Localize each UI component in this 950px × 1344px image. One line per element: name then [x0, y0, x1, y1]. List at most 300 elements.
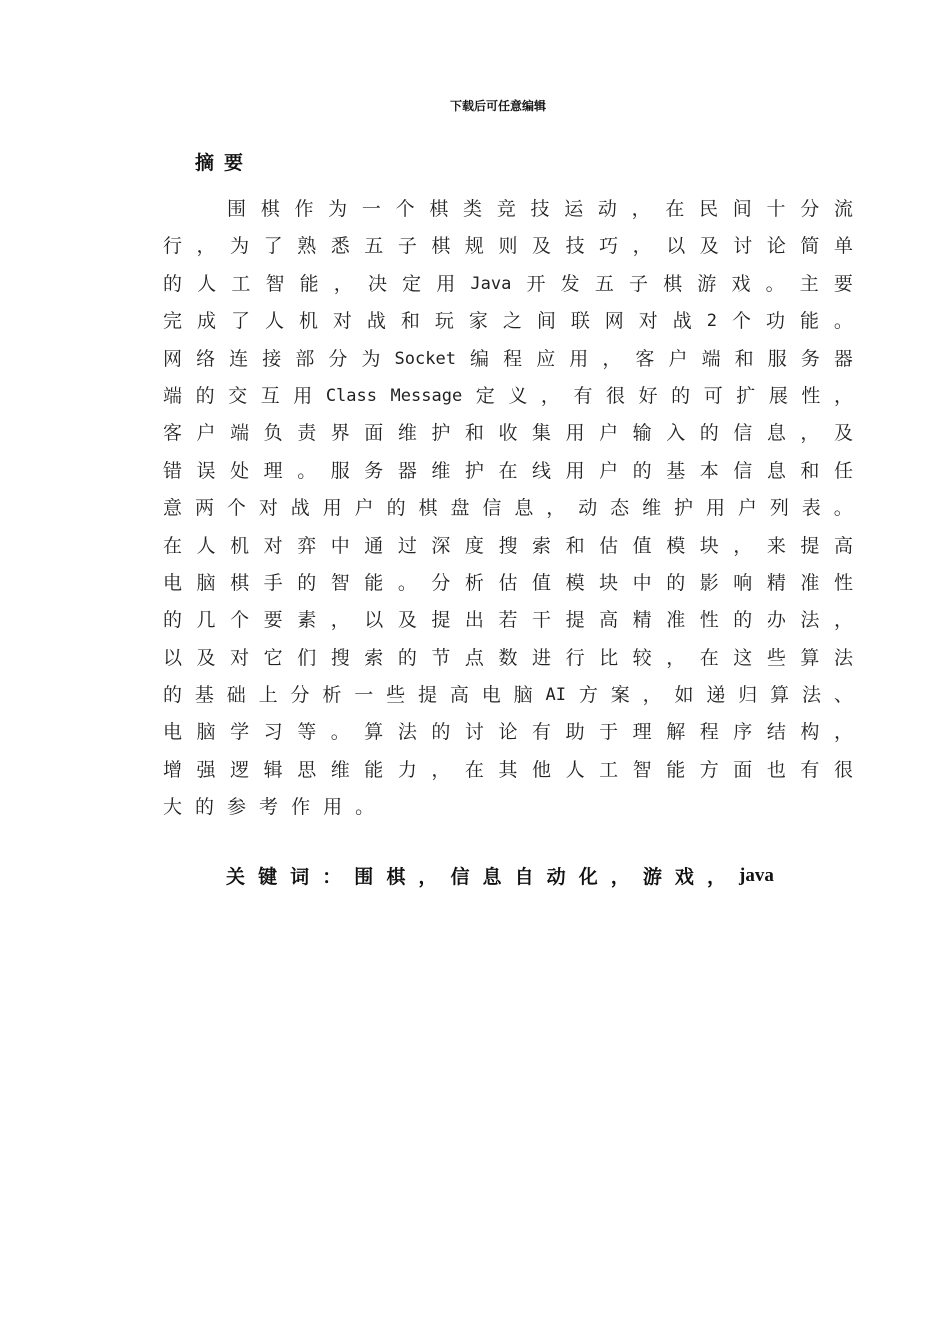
abstract-char: 棋 — [429, 198, 449, 220]
abstract-char: 户 — [737, 497, 757, 520]
abstract-line — [163, 191, 853, 228]
abstract-char: 服 — [330, 459, 350, 482]
abstract-char: 础 — [226, 684, 246, 707]
abstract-char: 玩 — [434, 310, 454, 333]
abstract-char: 响 — [733, 571, 753, 594]
abstract-char: 务 — [800, 347, 820, 370]
abstract-char: 性 — [833, 571, 853, 594]
abstract-char: 竞 — [496, 198, 516, 220]
abstract-char: 有 — [532, 721, 552, 744]
abstract-char: 高 — [449, 684, 469, 707]
abstract-char: 用 — [323, 796, 356, 819]
abstract-char: 搜 — [498, 534, 518, 557]
abstract-char: 些 — [386, 684, 406, 707]
abstract-char: 户 — [599, 422, 619, 445]
abstract-char: 收 — [498, 422, 518, 445]
abstract-char: 模 — [666, 534, 686, 557]
abstract-char: 人 — [196, 534, 216, 557]
abstract-char: 人 — [264, 310, 284, 333]
abstract-char: 定 — [402, 272, 422, 295]
abstract-char: Java — [470, 273, 512, 294]
abstract-line — [163, 528, 853, 565]
abstract-char: 大 — [163, 796, 196, 819]
abstract-char: 逻 — [230, 758, 250, 781]
abstract-char: 性 — [801, 384, 821, 407]
abstract-char: 端 — [701, 347, 721, 370]
abstract-char: 息 — [766, 422, 786, 445]
keyword-char: 戏 — [674, 866, 694, 888]
abstract-char: 成 — [196, 310, 216, 333]
abstract-char: 和 — [400, 310, 420, 333]
abstract-char: ， — [800, 422, 820, 445]
abstract-char: 进 — [532, 646, 552, 669]
keyword-char: ， — [610, 866, 630, 888]
abstract-char: 联 — [570, 310, 590, 333]
abstract-char: 中 — [632, 571, 652, 594]
abstract-char: 算 — [770, 684, 790, 707]
abstract-char: 于 — [599, 721, 619, 744]
abstract-char: 出 — [464, 609, 484, 632]
abstract-char: ， — [631, 198, 651, 220]
abstract-char: 讨 — [733, 235, 753, 258]
abstract-char: 过 — [397, 534, 417, 557]
abstract-char: 程 — [699, 721, 719, 744]
abstract-char: 服 — [767, 347, 787, 370]
abstract-char: 为 — [230, 235, 250, 258]
abstract-char: 责 — [297, 422, 317, 445]
abstract-char: 戏 — [731, 272, 751, 295]
abstract-line — [163, 789, 853, 826]
abstract-char: 决 — [367, 272, 387, 295]
abstract-char: 中 — [330, 534, 350, 557]
abstract-line — [163, 341, 853, 378]
abstract-char: 规 — [464, 235, 484, 258]
abstract-char: 估 — [498, 571, 518, 594]
abstract-char: 个 — [230, 609, 250, 632]
abstract-char: 性 — [699, 609, 719, 632]
abstract-char: 索 — [364, 646, 384, 669]
abstract-char: 理 — [263, 459, 283, 482]
abstract-char: 十 — [766, 198, 786, 220]
abstract-char: 以 — [364, 609, 384, 632]
abstract-char: 精 — [632, 609, 652, 632]
abstract-char: 维 — [330, 758, 350, 781]
abstract-char: 智 — [330, 571, 350, 594]
abstract-char: 数 — [498, 646, 518, 669]
abstract-char: 等 — [297, 721, 317, 744]
abstract-char: 序 — [733, 721, 753, 744]
abstract-char: 。 — [355, 796, 388, 819]
abstract-char: 围 — [227, 198, 247, 220]
abstract-char: 技 — [565, 235, 585, 258]
abstract-char: 其 — [498, 758, 518, 781]
abstract-char: 习 — [263, 721, 283, 744]
abstract-char: 算 — [364, 721, 384, 744]
abstract-char: ， — [666, 646, 686, 669]
abstract-char: 义 — [508, 384, 528, 407]
abstract-char: 负 — [263, 422, 283, 445]
abstract-char: 的 — [297, 571, 317, 594]
abstract-char: 列 — [769, 497, 789, 520]
abstract-char: 完 — [163, 310, 183, 333]
abstract-char: 用 — [322, 497, 342, 520]
abstract-char: 工 — [231, 272, 251, 295]
abstract-char: 作 — [294, 198, 314, 220]
abstract-char: 护 — [464, 459, 484, 482]
abstract-char: 家 — [468, 310, 488, 333]
abstract-char: 弈 — [297, 534, 317, 557]
abstract-char: 深 — [431, 534, 451, 557]
keyword-char: java — [739, 864, 774, 886]
abstract-char: 度 — [464, 534, 484, 557]
abstract-char: 网 — [163, 347, 183, 370]
abstract-char: 对 — [638, 310, 658, 333]
abstract-char: 错 — [163, 459, 183, 482]
abstract-char: ， — [642, 684, 662, 707]
abstract-char: 些 — [766, 646, 786, 669]
abstract-char: 有 — [800, 758, 820, 781]
abstract-char: 很 — [606, 384, 626, 407]
abstract-char: 扩 — [736, 384, 756, 407]
abstract-char: 分 — [431, 571, 451, 594]
abstract-char: 游 — [697, 272, 717, 295]
abstract-char: 为 — [328, 198, 348, 220]
abstract-char: 部 — [295, 347, 315, 370]
abstract-char: 棋 — [431, 235, 451, 258]
abstract-char: 手 — [263, 571, 283, 594]
abstract-char: 的 — [699, 422, 719, 445]
abstract-char: 论 — [498, 721, 518, 744]
abstract-char: 类 — [463, 198, 483, 220]
abstract-char: Socket — [394, 348, 456, 369]
abstract-char: 作 — [291, 796, 324, 819]
abstract-char: 棋 — [260, 198, 280, 220]
abstract-char: 电 — [481, 684, 501, 707]
abstract-line — [163, 490, 853, 527]
abstract-char: ， — [833, 609, 853, 632]
abstract-char: 的 — [397, 646, 417, 669]
abstract-line — [163, 415, 853, 452]
abstract-char: 对 — [230, 646, 250, 669]
abstract-char: 值 — [632, 534, 652, 557]
abstract-char: 在 — [464, 758, 484, 781]
abstract-char: 棋 — [230, 571, 250, 594]
abstract-char: 了 — [230, 310, 250, 333]
abstract-body — [163, 191, 853, 827]
abstract-char: 棋 — [663, 272, 683, 295]
abstract-char: 应 — [536, 347, 556, 370]
abstract-char: 线 — [532, 459, 552, 482]
abstract-char: 。 — [330, 721, 350, 744]
abstract-char: 用 — [565, 422, 585, 445]
abstract-char: ， — [196, 235, 216, 258]
abstract-char: 巧 — [599, 235, 619, 258]
abstract-char: 行 — [565, 646, 585, 669]
abstract-char: 务 — [364, 459, 384, 482]
abstract-char: 在 — [699, 646, 719, 669]
abstract-char: 集 — [532, 422, 552, 445]
abstract-char: 息 — [766, 459, 786, 482]
abstract-char: 们 — [297, 646, 317, 669]
abstract-line — [163, 303, 853, 340]
abstract-char: 个 — [395, 198, 415, 220]
abstract-char: 较 — [632, 646, 652, 669]
abstract-char: 比 — [599, 646, 619, 669]
abstract-char: 及 — [196, 646, 216, 669]
abstract-char: 间 — [732, 198, 752, 220]
abstract-char: 讨 — [464, 721, 484, 744]
abstract-char: 子 — [397, 235, 417, 258]
abstract-char: 的 — [431, 721, 451, 744]
keyword-char: 息 — [482, 866, 502, 888]
keyword-char: ： — [322, 866, 342, 888]
abstract-char: 能 — [364, 571, 384, 594]
abstract-char: 器 — [397, 459, 417, 482]
abstract-char: 面 — [364, 422, 384, 445]
abstract-char: 维 — [397, 422, 417, 445]
abstract-char: 程 — [503, 347, 523, 370]
abstract-char: 的 — [163, 684, 183, 707]
abstract-char: 智 — [265, 272, 285, 295]
abstract-char: 以 — [163, 646, 183, 669]
abstract-char: 法 — [833, 646, 853, 669]
abstract-heading: 摘要 — [195, 152, 254, 174]
abstract-char: 接 — [262, 347, 282, 370]
abstract-char: 。 — [397, 571, 417, 594]
abstract-char: ， — [833, 384, 853, 407]
abstract-char: 界 — [330, 422, 350, 445]
abstract-char: 析 — [464, 571, 484, 594]
abstract-char: 工 — [599, 758, 619, 781]
abstract-char: ， — [632, 235, 652, 258]
abstract-char: 要 — [263, 609, 283, 632]
abstract-char: 解 — [666, 721, 686, 744]
abstract-char: 间 — [536, 310, 556, 333]
abstract-char: 流 — [833, 198, 853, 220]
abstract-char: 一 — [354, 684, 374, 707]
abstract-char: 和 — [464, 422, 484, 445]
abstract-char: 及 — [532, 235, 552, 258]
abstract-char: 基 — [194, 684, 214, 707]
keyword-char: 游 — [642, 866, 662, 888]
abstract-char: 准 — [666, 609, 686, 632]
abstract-char: 节 — [431, 646, 451, 669]
abstract-char: 如 — [674, 684, 694, 707]
abstract-char: 行 — [163, 235, 183, 258]
abstract-char: 端 — [230, 422, 250, 445]
abstract-char: 任 — [833, 459, 853, 482]
abstract-char: 高 — [599, 609, 619, 632]
abstract-char: 客 — [635, 347, 655, 370]
abstract-char: 增 — [163, 758, 183, 781]
abstract-char: 个 — [731, 310, 751, 333]
abstract-char: 构 — [800, 721, 820, 744]
abstract-char: 户 — [599, 459, 619, 482]
abstract-char: 面 — [733, 758, 753, 781]
abstract-char: 。 — [297, 459, 317, 482]
abstract-char: 人 — [565, 758, 585, 781]
abstract-char: 熟 — [297, 235, 317, 258]
abstract-char: 两 — [194, 497, 214, 520]
abstract-char: 对 — [258, 497, 278, 520]
abstract-char: 展 — [768, 384, 788, 407]
abstract-char: 用 — [705, 497, 725, 520]
abstract-line — [163, 752, 853, 789]
abstract-char: 和 — [734, 347, 754, 370]
abstract-char: 的 — [163, 272, 183, 295]
abstract-char: 、 — [833, 684, 853, 707]
abstract-char: 方 — [699, 758, 719, 781]
abstract-char: 端 — [163, 384, 183, 407]
abstract-char: 。 — [833, 497, 853, 520]
abstract-char: 及 — [833, 422, 853, 445]
abstract-char: 。 — [765, 272, 785, 295]
abstract-char: 的 — [666, 571, 686, 594]
abstract-char: 处 — [230, 459, 250, 482]
abstract-char: 一 — [361, 198, 381, 220]
abstract-char: 交 — [228, 384, 248, 407]
abstract-char: 准 — [800, 571, 820, 594]
abstract-char: 思 — [297, 758, 317, 781]
abstract-char: 也 — [766, 758, 786, 781]
abstract-char: 搜 — [330, 646, 350, 669]
abstract-char: 脑 — [513, 684, 533, 707]
abstract-char: 信 — [482, 497, 502, 520]
keyword-char: 化 — [578, 866, 598, 888]
abstract-char: 发 — [560, 272, 580, 295]
abstract-char: 用 — [293, 384, 313, 407]
keyword-char: 关 — [226, 866, 246, 888]
abstract-char: 和 — [565, 534, 585, 557]
abstract-char: 参 — [227, 796, 260, 819]
abstract-char: 点 — [464, 646, 484, 669]
abstract-char: 开 — [526, 272, 546, 295]
abstract-char: 本 — [699, 459, 719, 482]
abstract-char: 块 — [599, 571, 619, 594]
abstract-char: 归 — [738, 684, 758, 707]
abstract-char: 输 — [632, 422, 652, 445]
abstract-char: 以 — [666, 235, 686, 258]
abstract-char: 来 — [766, 534, 786, 557]
abstract-char: 战 — [366, 310, 386, 333]
abstract-char: 值 — [532, 571, 552, 594]
abstract-char: 法 — [397, 721, 417, 744]
abstract-char: 战 — [290, 497, 310, 520]
abstract-char: 脑 — [196, 571, 216, 594]
abstract-char: 高 — [833, 534, 853, 557]
keyword-char: 自 — [514, 866, 534, 888]
abstract-char: 的 — [733, 609, 753, 632]
abstract-char: 意 — [163, 497, 183, 520]
abstract-char: 电 — [163, 571, 183, 594]
abstract-char: 模 — [565, 571, 585, 594]
abstract-char: 的 — [195, 796, 228, 819]
abstract-char: 的 — [195, 384, 215, 407]
abstract-line — [163, 228, 853, 265]
abstract-char: 通 — [364, 534, 384, 557]
abstract-char: 互 — [260, 384, 280, 407]
abstract-char: 的 — [632, 459, 652, 482]
abstract-char: 能 — [299, 272, 319, 295]
abstract-char: 块 — [699, 534, 719, 557]
abstract-char: 学 — [230, 721, 250, 744]
abstract-line — [163, 677, 853, 714]
abstract-char: 对 — [332, 310, 352, 333]
abstract-char: 很 — [833, 758, 853, 781]
abstract-char: 户 — [196, 422, 216, 445]
abstract-char: 单 — [833, 235, 853, 258]
abstract-char: 器 — [833, 347, 853, 370]
abstract-char: 用 — [565, 459, 585, 482]
abstract-char: 方 — [578, 684, 598, 707]
abstract-char: 动 — [578, 497, 598, 520]
abstract-char: 可 — [703, 384, 723, 407]
abstract-char: 连 — [229, 347, 249, 370]
abstract-char: 算 — [800, 646, 820, 669]
abstract-char: 办 — [766, 609, 786, 632]
abstract-char: 的 — [386, 497, 406, 520]
keyword-char: 键 — [258, 866, 278, 888]
abstract-char: 用 — [436, 272, 456, 295]
header-note: 下载后可任意编辑 — [449, 99, 546, 113]
abstract-char: 定 — [475, 384, 495, 407]
abstract-char: 悉 — [330, 235, 350, 258]
abstract-char: ， — [330, 609, 350, 632]
abstract-char: 功 — [765, 310, 785, 333]
abstract-char: 为 — [361, 347, 381, 370]
abstract-char: 基 — [666, 459, 686, 482]
abstract-char: 能 — [364, 758, 384, 781]
abstract-char: 及 — [397, 609, 417, 632]
abstract-char: 精 — [766, 571, 786, 594]
abstract-char: 人 — [197, 272, 217, 295]
abstract-char: 影 — [699, 571, 719, 594]
abstract-char: 结 — [766, 721, 786, 744]
abstract-char: 辑 — [263, 758, 283, 781]
abstract-char: 递 — [706, 684, 726, 707]
abstract-char: 提 — [431, 609, 451, 632]
abstract-char: ， — [602, 347, 622, 370]
abstract-char: 提 — [565, 609, 585, 632]
abstract-char: 助 — [565, 721, 585, 744]
abstract-char: 之 — [502, 310, 522, 333]
abstract-char: 能 — [799, 310, 819, 333]
abstract-char: 运 — [564, 198, 584, 220]
abstract-char: 户 — [354, 497, 374, 520]
abstract-char: 提 — [800, 534, 820, 557]
abstract-char: 要 — [833, 272, 853, 295]
abstract-char: 提 — [418, 684, 438, 707]
keyword-char: 信 — [450, 866, 470, 888]
abstract-char: 技 — [530, 198, 550, 220]
abstract-char: 误 — [196, 459, 216, 482]
abstract-char: 子 — [628, 272, 648, 295]
abstract-char: 法 — [801, 684, 821, 707]
abstract-char: 民 — [699, 198, 719, 220]
abstract-line — [163, 565, 853, 602]
abstract-char: 态 — [610, 497, 630, 520]
abstract-char: 信 — [733, 422, 753, 445]
abstract-char: Message — [390, 385, 463, 406]
abstract-char: 客 — [163, 422, 183, 445]
abstract-char: 机 — [298, 310, 318, 333]
abstract-line — [163, 378, 853, 415]
abstract-char: ， — [833, 721, 853, 744]
keyword-char: 棋 — [386, 866, 406, 888]
abstract-char: 分 — [290, 684, 310, 707]
abstract-char: 则 — [498, 235, 518, 258]
abstract-char: 上 — [258, 684, 278, 707]
